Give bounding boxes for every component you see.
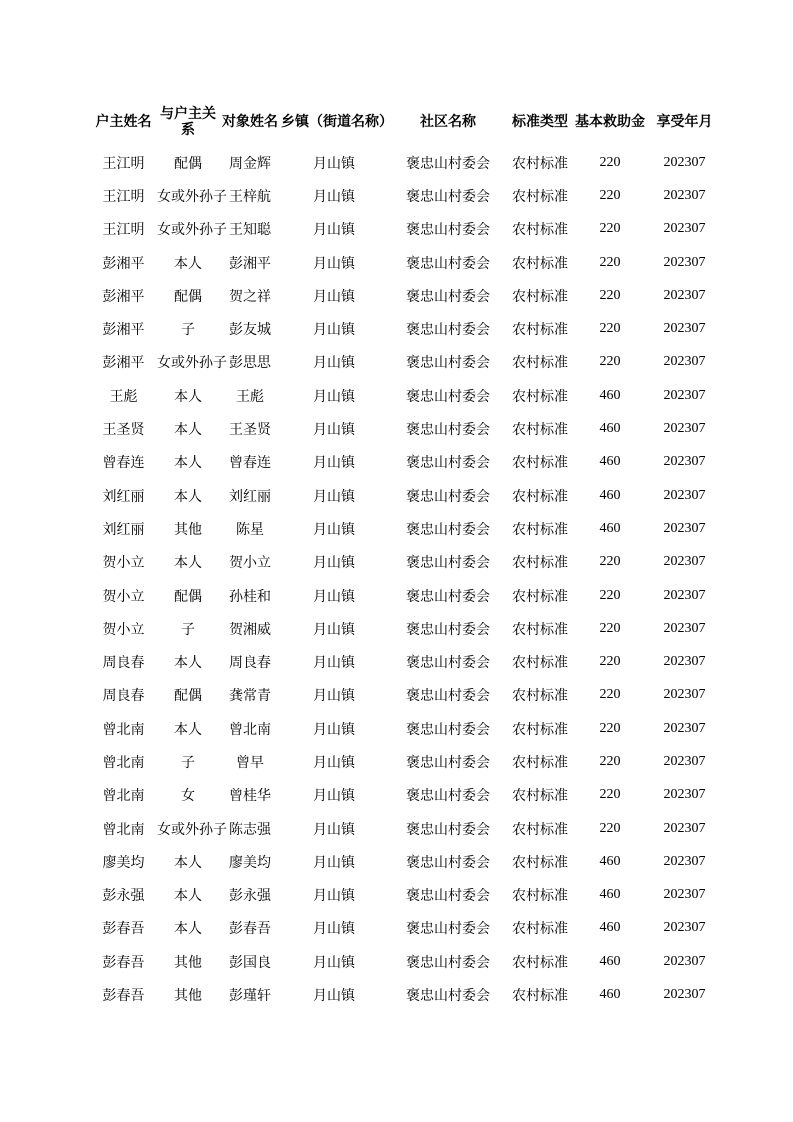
cell-standard-type: 农村标准: [512, 888, 568, 905]
cell-basic-relief-amount: 220: [599, 221, 621, 237]
header-household-head-name: 户主姓名: [95, 114, 152, 130]
cell-community-name: 褒忠山村委会: [406, 988, 490, 1005]
cell-benefit-month: 202307: [663, 221, 706, 237]
cell-basic-relief-amount: 460: [599, 887, 621, 903]
cell-standard-type: 农村标准: [512, 488, 568, 505]
cell-basic-relief-amount: 460: [599, 421, 621, 437]
table-row: [90, 213, 720, 246]
cell-community-name: 褒忠山村委会: [406, 655, 490, 672]
cell-community-name: 褒忠山村委会: [406, 255, 490, 272]
cell-relation-to-head: 本人: [174, 255, 202, 272]
cell-basic-relief-amount: 220: [599, 254, 621, 270]
cell-relation-to-head: 女或外孙子: [157, 821, 227, 838]
cell-township: 月山镇: [313, 488, 355, 505]
cell-recipient-name: 周金辉: [229, 155, 271, 172]
cell-relation-to-head: 其他: [174, 954, 202, 971]
table-row: [90, 146, 720, 179]
cell-township: 月山镇: [313, 854, 355, 871]
cell-household-head-name: 刘红丽: [102, 488, 145, 505]
cell-basic-relief-amount: 220: [599, 787, 621, 803]
cell-relation-to-head: 本人: [174, 555, 202, 572]
cell-household-head-name: 刘红丽: [102, 521, 145, 538]
cell-relation-to-head: 其他: [174, 521, 202, 538]
cell-relation-to-head: 女或外孙子: [157, 355, 227, 372]
cell-recipient-name: 彭友城: [229, 322, 271, 339]
cell-standard-type: 农村标准: [512, 721, 568, 738]
cell-household-head-name: 王圣贤: [102, 422, 145, 439]
table-row: [90, 346, 720, 379]
cell-recipient-name: 彭国良: [229, 954, 271, 971]
cell-community-name: 褒忠山村委会: [406, 754, 490, 771]
cell-community-name: 褒忠山村委会: [406, 854, 490, 871]
cell-standard-type: 农村标准: [512, 455, 568, 472]
cell-basic-relief-amount: 460: [599, 387, 621, 403]
cell-township: 月山镇: [313, 255, 355, 272]
cell-household-head-name: 彭春吾: [102, 954, 145, 971]
table-row: [90, 879, 720, 912]
cell-household-head-name: 王江明: [102, 222, 145, 239]
cell-benefit-month: 202307: [663, 520, 706, 536]
cell-community-name: 褒忠山村委会: [406, 322, 490, 339]
cell-community-name: 褒忠山村委会: [406, 555, 490, 572]
cell-benefit-month: 202307: [663, 154, 706, 170]
cell-recipient-name: 王知聪: [229, 222, 271, 239]
cell-benefit-month: 202307: [663, 687, 706, 703]
cell-recipient-name: 曾春连: [229, 455, 271, 472]
cell-household-head-name: 贺小立: [102, 555, 145, 572]
cell-benefit-month: 202307: [663, 454, 706, 470]
cell-household-head-name: 曾春连: [102, 455, 145, 472]
table-row: [90, 312, 720, 345]
cell-township: 月山镇: [313, 222, 355, 239]
cell-benefit-month: 202307: [663, 787, 706, 803]
table-row: [90, 579, 720, 612]
cell-standard-type: 农村标准: [512, 188, 568, 205]
cell-basic-relief-amount: 460: [599, 920, 621, 936]
cell-community-name: 褒忠山村委会: [406, 388, 490, 405]
cell-standard-type: 农村标准: [512, 555, 568, 572]
cell-relation-to-head: 女: [181, 788, 195, 805]
cell-benefit-month: 202307: [663, 387, 706, 403]
cell-standard-type: 农村标准: [512, 754, 568, 771]
cell-township: 月山镇: [313, 188, 355, 205]
cell-township: 月山镇: [313, 721, 355, 738]
cell-township: 月山镇: [313, 588, 355, 605]
cell-basic-relief-amount: 220: [599, 354, 621, 370]
cell-household-head-name: 王江明: [102, 155, 145, 172]
cell-standard-type: 农村标准: [512, 155, 568, 172]
cell-township: 月山镇: [313, 555, 355, 572]
cell-household-head-name: 曾北南: [102, 821, 145, 838]
cell-community-name: 褒忠山村委会: [406, 954, 490, 971]
table-row: [90, 679, 720, 712]
cell-benefit-month: 202307: [663, 887, 706, 903]
cell-household-head-name: 彭湘平: [102, 322, 145, 339]
table-row: [90, 279, 720, 312]
cell-community-name: 褒忠山村委会: [406, 588, 490, 605]
cell-relation-to-head: 本人: [174, 422, 202, 439]
cell-relation-to-head: 本人: [174, 721, 202, 738]
cell-recipient-name: 贺湘威: [229, 621, 271, 638]
cell-relation-to-head: 配偶: [174, 588, 202, 605]
cell-township: 月山镇: [313, 355, 355, 372]
cell-benefit-month: 202307: [663, 654, 706, 670]
cell-community-name: 褒忠山村委会: [406, 222, 490, 239]
cell-relation-to-head: 配偶: [174, 688, 202, 705]
cell-benefit-month: 202307: [663, 620, 706, 636]
table-row: [90, 179, 720, 212]
cell-township: 月山镇: [313, 288, 355, 305]
cell-basic-relief-amount: 460: [599, 987, 621, 1003]
cell-standard-type: 农村标准: [512, 388, 568, 405]
cell-standard-type: 农村标准: [512, 621, 568, 638]
table-row: [90, 479, 720, 512]
table-body: [90, 146, 720, 1012]
cell-household-head-name: 彭湘平: [102, 355, 145, 372]
cell-township: 月山镇: [313, 322, 355, 339]
cell-benefit-month: 202307: [663, 753, 706, 769]
cell-standard-type: 农村标准: [512, 788, 568, 805]
cell-community-name: 褒忠山村委会: [406, 288, 490, 305]
cell-household-head-name: 曾北南: [102, 721, 145, 738]
cell-recipient-name: 刘红丽: [229, 488, 271, 505]
cell-recipient-name: 彭春吾: [229, 921, 271, 938]
header-township: 乡镇（街道名称）: [281, 114, 393, 130]
cell-household-head-name: 周良春: [102, 655, 145, 672]
table-row: [90, 812, 720, 845]
cell-recipient-name: 彭思思: [229, 355, 271, 372]
cell-relation-to-head: 子: [181, 621, 195, 638]
cell-basic-relief-amount: 460: [599, 454, 621, 470]
cell-township: 月山镇: [313, 621, 355, 638]
cell-household-head-name: 彭春吾: [102, 988, 145, 1005]
cell-community-name: 褒忠山村委会: [406, 921, 490, 938]
cell-relation-to-head: 配偶: [174, 155, 202, 172]
cell-township: 月山镇: [313, 821, 355, 838]
cell-basic-relief-amount: 220: [599, 321, 621, 337]
table-row: [90, 612, 720, 645]
cell-benefit-month: 202307: [663, 953, 706, 969]
cell-benefit-month: 202307: [663, 587, 706, 603]
cell-relation-to-head: 本人: [174, 388, 202, 405]
cell-township: 月山镇: [313, 954, 355, 971]
cell-benefit-month: 202307: [663, 287, 706, 303]
cell-standard-type: 农村标准: [512, 355, 568, 372]
cell-township: 月山镇: [313, 655, 355, 672]
cell-standard-type: 农村标准: [512, 322, 568, 339]
cell-relation-to-head: 本人: [174, 854, 202, 871]
cell-benefit-month: 202307: [663, 820, 706, 836]
cell-community-name: 褒忠山村委会: [406, 688, 490, 705]
cell-community-name: 褒忠山村委会: [406, 521, 490, 538]
cell-basic-relief-amount: 460: [599, 487, 621, 503]
cell-recipient-name: 王圣贤: [229, 422, 271, 439]
cell-household-head-name: 曾北南: [102, 788, 145, 805]
table-row: [90, 745, 720, 778]
cell-township: 月山镇: [313, 155, 355, 172]
cell-township: 月山镇: [313, 521, 355, 538]
cell-household-head-name: 廖美均: [102, 854, 145, 871]
table-row: [90, 546, 720, 579]
cell-relation-to-head: 其他: [174, 988, 202, 1005]
header-benefit-month: 享受年月: [656, 114, 713, 130]
cell-relation-to-head: 本人: [174, 655, 202, 672]
cell-household-head-name: 贺小立: [102, 621, 145, 638]
cell-basic-relief-amount: 220: [599, 654, 621, 670]
table-row: [90, 379, 720, 412]
cell-basic-relief-amount: 220: [599, 587, 621, 603]
cell-benefit-month: 202307: [663, 987, 706, 1003]
cell-recipient-name: 周良春: [229, 655, 271, 672]
cell-benefit-month: 202307: [663, 554, 706, 570]
table-header: [90, 98, 720, 146]
cell-relation-to-head: 子: [181, 322, 195, 339]
cell-basic-relief-amount: 220: [599, 720, 621, 736]
cell-community-name: 褒忠山村委会: [406, 188, 490, 205]
cell-township: 月山镇: [313, 388, 355, 405]
cell-township: 月山镇: [313, 988, 355, 1005]
table-row: [90, 512, 720, 545]
header-basic-relief-amount: 基本救助金: [575, 114, 645, 130]
cell-township: 月山镇: [313, 455, 355, 472]
cell-recipient-name: 彭湘平: [229, 255, 271, 272]
cell-recipient-name: 王彪: [236, 388, 264, 405]
cell-community-name: 褒忠山村委会: [406, 888, 490, 905]
cell-community-name: 褒忠山村委会: [406, 355, 490, 372]
cell-benefit-month: 202307: [663, 920, 706, 936]
header-standard-type: 标准类型: [512, 114, 568, 130]
cell-relation-to-head: 本人: [174, 888, 202, 905]
cell-household-head-name: 彭春吾: [102, 921, 145, 938]
cell-standard-type: 农村标准: [512, 988, 568, 1005]
cell-community-name: 褒忠山村委会: [406, 422, 490, 439]
cell-community-name: 褒忠山村委会: [406, 155, 490, 172]
cell-basic-relief-amount: 220: [599, 753, 621, 769]
cell-standard-type: 农村标准: [512, 854, 568, 871]
cell-benefit-month: 202307: [663, 720, 706, 736]
cell-household-head-name: 贺小立: [102, 588, 145, 605]
cell-relation-to-head: 配偶: [174, 288, 202, 305]
cell-standard-type: 农村标准: [512, 954, 568, 971]
table-row: [90, 912, 720, 945]
table-row: [90, 978, 720, 1011]
cell-township: 月山镇: [313, 422, 355, 439]
cell-household-head-name: 王江明: [102, 188, 145, 205]
cell-benefit-month: 202307: [663, 321, 706, 337]
cell-recipient-name: 王梓航: [229, 188, 271, 205]
table-row: [90, 645, 720, 678]
cell-basic-relief-amount: 220: [599, 154, 621, 170]
cell-relation-to-head: 女或外孙子: [157, 188, 227, 205]
cell-benefit-month: 202307: [663, 421, 706, 437]
header-community-name: 社区名称: [420, 114, 476, 130]
cell-standard-type: 农村标准: [512, 655, 568, 672]
cell-basic-relief-amount: 220: [599, 554, 621, 570]
cell-standard-type: 农村标准: [512, 588, 568, 605]
cell-benefit-month: 202307: [663, 187, 706, 203]
cell-community-name: 褒忠山村委会: [406, 488, 490, 505]
table-row: [90, 779, 720, 812]
cell-relation-to-head: 本人: [174, 921, 202, 938]
cell-standard-type: 农村标准: [512, 688, 568, 705]
cell-standard-type: 农村标准: [512, 288, 568, 305]
cell-household-head-name: 彭湘平: [102, 288, 145, 305]
cell-recipient-name: 龚常青: [229, 688, 271, 705]
cell-basic-relief-amount: 220: [599, 620, 621, 636]
cell-recipient-name: 陈星: [236, 521, 264, 538]
cell-benefit-month: 202307: [663, 487, 706, 503]
cell-basic-relief-amount: 460: [599, 953, 621, 969]
cell-basic-relief-amount: 220: [599, 687, 621, 703]
cell-community-name: 褒忠山村委会: [406, 821, 490, 838]
cell-recipient-name: 曾早: [236, 754, 264, 771]
table-row: [90, 945, 720, 978]
cell-relation-to-head: 女或外孙子: [157, 222, 227, 239]
cell-recipient-name: 彭永强: [229, 888, 271, 905]
cell-recipient-name: 曾北南: [229, 721, 271, 738]
cell-recipient-name: 贺小立: [229, 555, 271, 572]
cell-household-head-name: 曾北南: [102, 754, 145, 771]
cell-standard-type: 农村标准: [512, 821, 568, 838]
cell-basic-relief-amount: 220: [599, 187, 621, 203]
cell-township: 月山镇: [313, 754, 355, 771]
cell-township: 月山镇: [313, 888, 355, 905]
cell-community-name: 褒忠山村委会: [406, 721, 490, 738]
cell-basic-relief-amount: 220: [599, 287, 621, 303]
cell-basic-relief-amount: 460: [599, 520, 621, 536]
cell-standard-type: 农村标准: [512, 255, 568, 272]
cell-standard-type: 农村标准: [512, 422, 568, 439]
cell-recipient-name: 陈志强: [229, 821, 271, 838]
cell-household-head-name: 彭永强: [102, 888, 145, 905]
cell-recipient-name: 孙桂和: [229, 588, 271, 605]
cell-community-name: 褒忠山村委会: [406, 455, 490, 472]
table-row: [90, 845, 720, 878]
cell-household-head-name: 周良春: [102, 688, 145, 705]
cell-household-head-name: 王彪: [109, 388, 138, 405]
cell-recipient-name: 贺之祥: [229, 288, 271, 305]
cell-benefit-month: 202307: [663, 853, 706, 869]
cell-benefit-month: 202307: [663, 354, 706, 370]
header-recipient-name: 对象姓名: [222, 114, 278, 130]
cell-recipient-name: 曾桂华: [229, 788, 271, 805]
relief-recipients-table: [90, 98, 720, 1012]
cell-standard-type: 农村标准: [512, 222, 568, 239]
cell-relation-to-head: 本人: [174, 488, 202, 505]
cell-benefit-month: 202307: [663, 254, 706, 270]
cell-township: 月山镇: [313, 788, 355, 805]
header-relation-to-head: 与户主关系: [160, 106, 216, 138]
header-row: [90, 98, 720, 146]
cell-relation-to-head: 本人: [174, 455, 202, 472]
table-row: [90, 246, 720, 279]
cell-community-name: 褒忠山村委会: [406, 788, 490, 805]
cell-basic-relief-amount: 460: [599, 853, 621, 869]
cell-recipient-name: 廖美均: [229, 854, 271, 871]
cell-standard-type: 农村标准: [512, 521, 568, 538]
table-row: [90, 712, 720, 745]
cell-township: 月山镇: [313, 921, 355, 938]
cell-relation-to-head: 子: [181, 754, 195, 771]
table-row: [90, 412, 720, 445]
cell-household-head-name: 彭湘平: [102, 255, 145, 272]
table-row: [90, 446, 720, 479]
cell-recipient-name: 彭瑾轩: [229, 988, 271, 1005]
cell-community-name: 褒忠山村委会: [406, 621, 490, 638]
cell-standard-type: 农村标准: [512, 921, 568, 938]
relief-recipients-table-container: [90, 98, 720, 1012]
cell-township: 月山镇: [313, 688, 355, 705]
cell-basic-relief-amount: 220: [599, 820, 621, 836]
